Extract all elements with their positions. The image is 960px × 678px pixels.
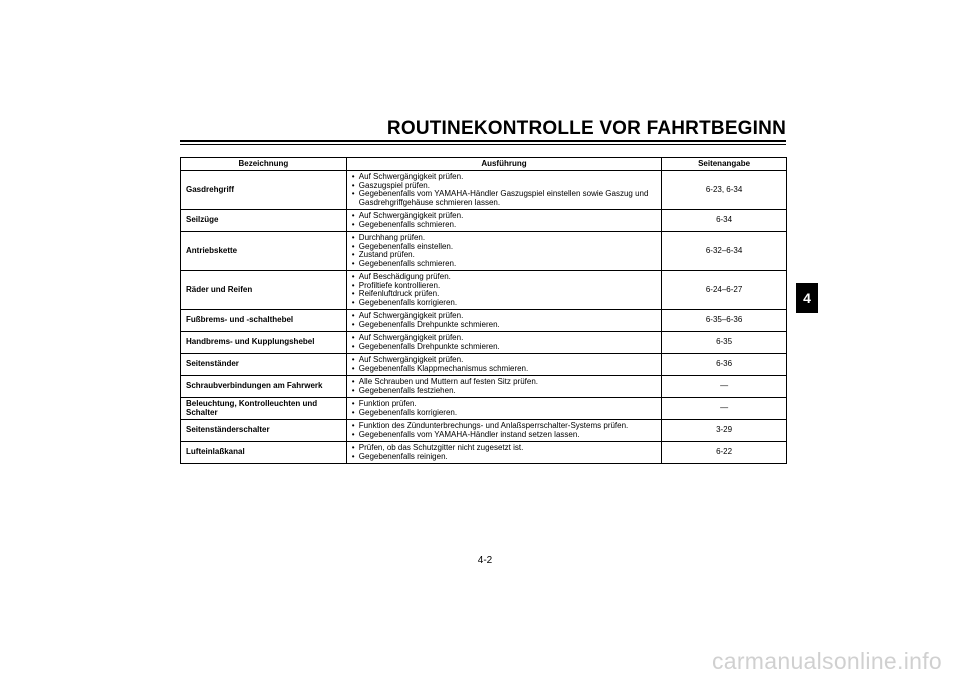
page-reference: 3-29 (662, 420, 787, 442)
table-row (181, 354, 787, 376)
procedure-step: • Auf Schwergängigkeit prüfen. (352, 173, 656, 182)
procedure-list (352, 356, 656, 373)
procedure-step: • Auf Schwergängigkeit prüfen. (352, 334, 656, 343)
procedure-list (352, 422, 656, 439)
procedure-step: • Profiltiefe kontrollieren. (352, 282, 656, 291)
component-name: Lufteinlaßkanal (181, 442, 347, 464)
procedure-step: • Alle Schrauben und Muttern auf festen Sitz prüfen. (352, 378, 656, 387)
procedure-step: • Auf Schwergängigkeit prüfen. (352, 356, 656, 365)
procedure-step: • Reifenluftdruck prüfen. (352, 290, 656, 299)
procedure-list (352, 400, 656, 417)
procedure-cell (346, 332, 661, 354)
procedure-step: • Auf Beschädigung prüfen. (352, 273, 656, 282)
procedure-step: • Funktion prüfen. (352, 400, 656, 409)
page-reference: 6-32–6-34 (662, 232, 787, 271)
procedure-cell (346, 354, 661, 376)
table-row (181, 376, 787, 398)
component-name: Fußbrems- und -schalthebel (181, 310, 347, 332)
procedure-step: • Durchhang prüfen. (352, 234, 656, 243)
page-reference: — (662, 398, 787, 420)
procedure-step: • Gegebenenfalls schmieren. (352, 260, 656, 269)
component-name: Antriebskette (181, 232, 347, 271)
table-row (181, 171, 787, 210)
chapter-tab: 4 (796, 283, 818, 313)
procedure-list (352, 234, 656, 268)
table-row (181, 420, 787, 442)
title-rule (180, 140, 786, 142)
table-row (181, 398, 787, 420)
page-reference: 6-24–6-27 (662, 271, 787, 310)
procedure-cell (346, 171, 661, 210)
title-rule-thin (180, 144, 786, 145)
procedure-step: • Gegebenenfalls korrigieren. (352, 409, 656, 418)
procedure-step: • Prüfen, ob das Schutzgitter nicht zugesetzt ist. (352, 444, 656, 453)
procedure-step: • Auf Schwergängigkeit prüfen. (352, 312, 656, 321)
procedure-cell (346, 376, 661, 398)
page-title: ROUTINEKONTROLLE VOR FAHRTBEGINN (386, 118, 786, 139)
component-name: Schraubverbindungen am Fahrwerk (181, 376, 347, 398)
procedure-step: • Gegebenenfalls vom YAMAHA-Händler Gaszugspiel einstellen sowie Gaszug und Gasdrehgriffgehäuse schmieren lassen. (352, 190, 656, 207)
table-row (181, 210, 787, 232)
component-name: Seilzüge (181, 210, 347, 232)
procedure-cell (346, 232, 661, 271)
procedure-step: • Zustand prüfen. (352, 251, 656, 260)
table-row (181, 232, 787, 271)
procedure-cell (346, 271, 661, 310)
procedure-step: • Gaszugspiel prüfen. (352, 182, 656, 191)
procedure-step: • Gegebenenfalls reinigen. (352, 453, 656, 462)
procedure-cell (346, 310, 661, 332)
procedure-step: • Gegebenenfalls Drehpunkte schmieren. (352, 343, 656, 352)
page-reference: 6-23, 6-34 (662, 171, 787, 210)
table-row (181, 332, 787, 354)
component-name: Gasdrehgriff (181, 171, 347, 210)
watermark: carmanualsonline.info (711, 648, 942, 674)
procedure-list (352, 334, 656, 351)
procedure-step: • Gegebenenfalls Klappmechanismus schmieren. (352, 365, 656, 374)
component-name: Handbrems- und Kupplungshebel (181, 332, 347, 354)
procedure-step: • Funktion des Zündunterbrechungs- und Anlaßsperrschalter-Systems prüfen. (352, 422, 656, 431)
procedure-step: • Gegebenenfalls korrigieren. (352, 299, 656, 308)
component-name: Beleuchtung, Kontrolleuchten und Schalter (181, 398, 347, 420)
column-header-name: Bezeichnung (181, 158, 347, 171)
page-reference: 6-22 (662, 442, 787, 464)
procedure-list (352, 273, 656, 307)
component-name: Räder und Reifen (181, 271, 347, 310)
procedure-step: • Gegebenenfalls einstellen. (352, 243, 656, 252)
table-row (181, 271, 787, 310)
procedure-list (352, 312, 656, 329)
column-header-pages: Seitenangabe (662, 158, 787, 171)
page-reference: 6-36 (662, 354, 787, 376)
component-name: Seitenständer (181, 354, 347, 376)
procedure-list (352, 212, 656, 229)
procedure-step: • Auf Schwergängigkeit prüfen. (352, 212, 656, 221)
procedure-cell (346, 442, 661, 464)
page-number: 4-2 (477, 555, 493, 566)
page-reference: 6-35–6-36 (662, 310, 787, 332)
procedure-cell (346, 420, 661, 442)
procedure-cell (346, 210, 661, 232)
procedure-list (352, 444, 656, 461)
table-row (181, 310, 787, 332)
table-body (181, 171, 787, 464)
procedure-step: • Gegebenenfalls vom YAMAHA-Händler instand setzen lassen. (352, 431, 656, 440)
procedure-step: • Gegebenenfalls Drehpunkte schmieren. (352, 321, 656, 330)
procedure-cell (346, 398, 661, 420)
procedure-step: • Gegebenenfalls schmieren. (352, 221, 656, 230)
column-header-procedure: Ausführung (346, 158, 661, 171)
component-name: Seitenständerschalter (181, 420, 347, 442)
procedure-list (352, 173, 656, 207)
procedure-step: • Gegebenenfalls festziehen. (352, 387, 656, 396)
table-row (181, 442, 787, 464)
page-reference: — (662, 376, 787, 398)
procedure-list (352, 378, 656, 395)
table-header-row (181, 158, 787, 171)
page-reference: 6-34 (662, 210, 787, 232)
page-reference: 6-35 (662, 332, 787, 354)
inspection-table (180, 157, 787, 464)
